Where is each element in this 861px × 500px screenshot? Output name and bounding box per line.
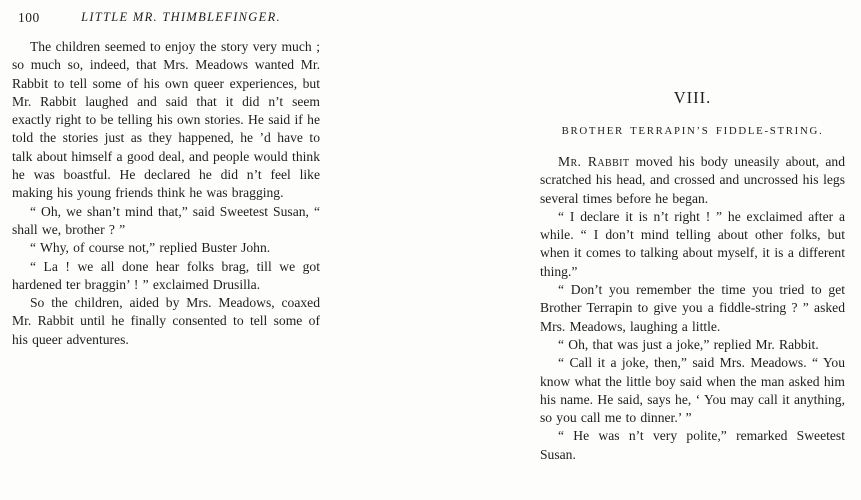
paragraph: “ He was n’t very polite,” remarked Sweetest Susan. [540, 428, 845, 462]
paragraph: “ La ! we all done hear folks brag, till we got hardened ter braggin’ ! ” exclaimed Drusilla. [12, 258, 320, 292]
page-number: 100 [18, 10, 40, 25]
left-page-body [12, 38, 320, 349]
paragraph-lead-rest: moved his body uneasily about, and scratched his head, and crossed and uncrossed his legs several times before he began. [540, 154, 846, 206]
right-page-body [540, 153, 845, 464]
left-page-header [12, 10, 320, 27]
paragraph [540, 153, 845, 208]
chapter-number: VIII. [673, 88, 712, 107]
paragraph: “ Don’t you remember the time you tried to get Brother Terrapin to give you a fiddle-string ? ” asked Mrs. Meadows, laughing a little. [540, 282, 845, 334]
chapter-title: BROTHER TERRAPIN’S FIDDLE-STRING. [561, 125, 824, 137]
right-page [540, 88, 845, 464]
running-header: LITTLE MR. THIMBLEFINGER. [81, 10, 281, 24]
paragraph: “ I declare it is n’t right ! ” he exclaimed after a while. “ I don’t mind telling about other folks, but when it comes to talking about myself, it is a different thing.” [540, 208, 845, 279]
paragraph: “ Call it a joke, then,” said Mrs. Meadows. “ You know what the little boy said when the man asked him his name. He said, says he, ‘ You may call it anything, so you call me to dinner.’ ” [540, 355, 845, 426]
paragraph: “ Why, of course not,” replied Buster John. [30, 240, 271, 256]
paragraph: The children seemed to enjoy the story very much ; so much so, indeed, that Mrs. Meadows wanted Mr. Rabbit to tell some of his own queer experiences, but Mr. Rabbit laughed and said that it did n’t seem exactly right to be telling his own stories. He said if he told the stories just as they happened, he ’d have to talk about himself a good deal, and people would think he was boastful. He declared he did n’t feel like making his young friends think he was bragging. [12, 39, 320, 201]
paragraph: “ Oh, we shan’t mind that,” said Sweetest Susan, “ shall we, brother ? ” [12, 203, 320, 237]
paragraph: So the children, aided by Mrs. Meadows, coaxed Mr. Rabbit until he finally consented to tell some of his queer adventures. [12, 295, 320, 347]
left-page [12, 10, 320, 349]
paragraph: “ Oh, that was just a joke,” replied Mr. Rabbit. [558, 336, 819, 352]
paragraph-lead-smallcaps: Mr. Rabbit [558, 154, 630, 169]
